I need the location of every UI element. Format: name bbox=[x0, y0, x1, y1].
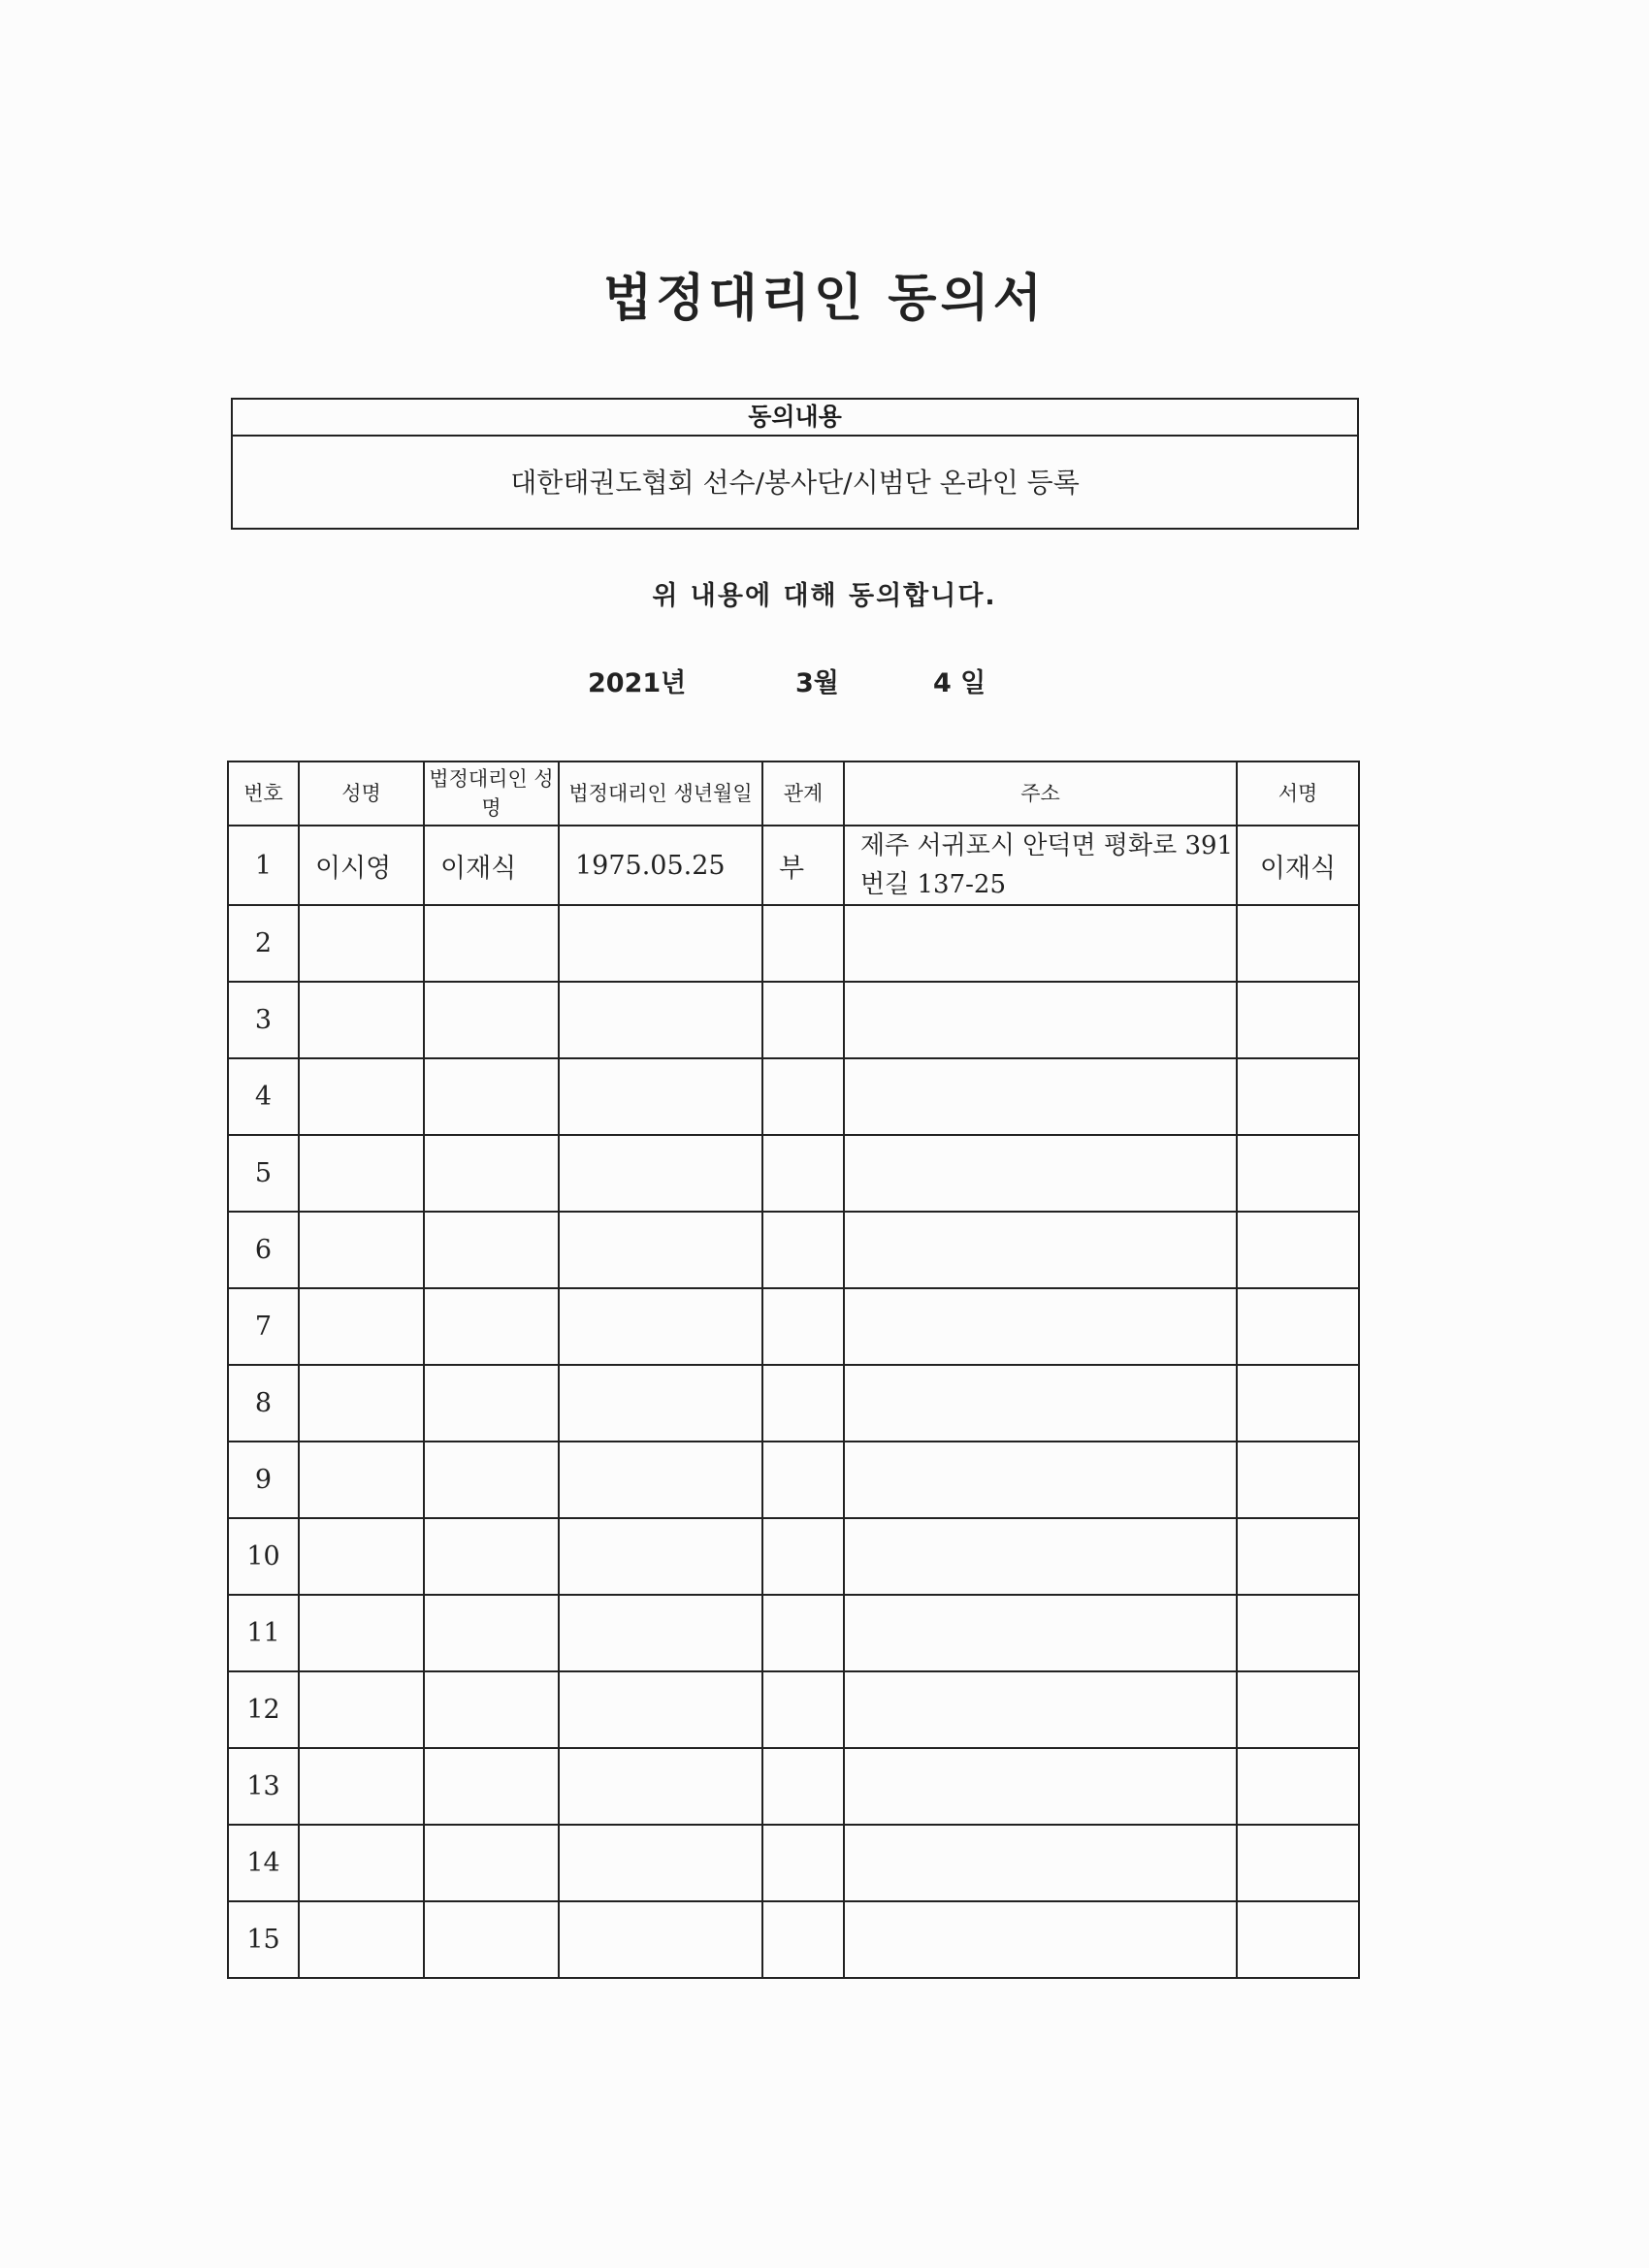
cell-number: 13 bbox=[228, 1748, 299, 1825]
table-row bbox=[228, 1518, 1359, 1595]
cell-guardian-name bbox=[424, 1518, 559, 1595]
cell-guardian-birth bbox=[559, 1135, 762, 1212]
date-month: 3월 bbox=[795, 668, 839, 698]
cell-address bbox=[844, 1365, 1237, 1442]
cell-guardian-birth bbox=[559, 1901, 762, 1978]
table-row bbox=[228, 905, 1359, 982]
header-address: 주소 bbox=[844, 761, 1237, 826]
cell-relation bbox=[762, 1365, 844, 1442]
cell-guardian-birth bbox=[559, 1518, 762, 1595]
cell-signature bbox=[1237, 1518, 1359, 1595]
cell-number: 2 bbox=[228, 905, 299, 982]
cell-address bbox=[844, 1671, 1237, 1748]
cell-relation bbox=[762, 1748, 844, 1825]
cell-number: 10 bbox=[228, 1518, 299, 1595]
table-row bbox=[228, 1442, 1359, 1518]
cell-name bbox=[299, 1748, 424, 1825]
cell-guardian-name bbox=[424, 982, 559, 1058]
cell-relation bbox=[762, 1212, 844, 1288]
cell-number: 3 bbox=[228, 982, 299, 1058]
cell-address bbox=[844, 1595, 1237, 1671]
cell-number: 6 bbox=[228, 1212, 299, 1288]
table-row bbox=[228, 982, 1359, 1058]
cell-name bbox=[299, 1288, 424, 1365]
cell-guardian-name bbox=[424, 1365, 559, 1442]
cell-guardian-birth bbox=[559, 1671, 762, 1748]
cell-guardian-name bbox=[424, 1058, 559, 1135]
agreement-statement: 위 내용에 대해 동의합니다. bbox=[652, 581, 997, 611]
cell-signature bbox=[1237, 1365, 1359, 1442]
cell-relation bbox=[762, 1671, 844, 1748]
cell-guardian-name bbox=[424, 1748, 559, 1825]
table-row bbox=[228, 1901, 1359, 1978]
cell-number: 4 bbox=[228, 1058, 299, 1135]
header-name: 성명 bbox=[299, 761, 424, 826]
cell-signature bbox=[1237, 1442, 1359, 1518]
date-day: 4 일 bbox=[933, 668, 986, 698]
cell-signature bbox=[1237, 1825, 1359, 1901]
cell-guardian-name: 이재식 bbox=[424, 826, 559, 905]
cell-guardian-birth bbox=[559, 1365, 762, 1442]
cell-number: 5 bbox=[228, 1135, 299, 1212]
cell-guardian-birth bbox=[559, 1748, 762, 1825]
cell-guardian-name bbox=[424, 905, 559, 982]
table-row bbox=[228, 1212, 1359, 1288]
cell-address bbox=[844, 982, 1237, 1058]
cell-address bbox=[844, 1288, 1237, 1365]
cell-number: 14 bbox=[228, 1825, 299, 1901]
cell-guardian-name bbox=[424, 1825, 559, 1901]
header-guardian-birth: 법정대리인 생년월일 bbox=[559, 761, 762, 826]
guardian-roster-table bbox=[227, 761, 1360, 1979]
table-header-row bbox=[228, 761, 1359, 826]
cell-address bbox=[844, 1901, 1237, 1978]
cell-name bbox=[299, 1901, 424, 1978]
cell-guardian-name bbox=[424, 1288, 559, 1365]
cell-address bbox=[844, 905, 1237, 982]
cell-number: 8 bbox=[228, 1365, 299, 1442]
cell-guardian-birth: 1975.05.25 bbox=[559, 826, 762, 905]
consent-text: 대한태권도협회 선수/봉사단/시범단 온라인 등록 bbox=[510, 467, 1080, 499]
cell-address bbox=[844, 1212, 1237, 1288]
consent-box bbox=[231, 398, 1359, 530]
cell-name bbox=[299, 1518, 424, 1595]
cell-guardian-birth bbox=[559, 1825, 762, 1901]
cell-number: 12 bbox=[228, 1671, 299, 1748]
cell-signature bbox=[1237, 1595, 1359, 1671]
cell-name bbox=[299, 1212, 424, 1288]
header-guardian-name: 법정대리인 성명 bbox=[424, 761, 559, 826]
cell-guardian-birth bbox=[559, 1288, 762, 1365]
cell-number: 9 bbox=[228, 1442, 299, 1518]
cell-name bbox=[299, 1825, 424, 1901]
cell-number: 15 bbox=[228, 1901, 299, 1978]
cell-guardian-name bbox=[424, 1212, 559, 1288]
table-row bbox=[228, 1365, 1359, 1442]
cell-guardian-name bbox=[424, 1442, 559, 1518]
cell-name bbox=[299, 1135, 424, 1212]
cell-name bbox=[299, 1058, 424, 1135]
cell-signature bbox=[1237, 1288, 1359, 1365]
table-row bbox=[228, 1671, 1359, 1748]
document-title: 법정대리인 동의서 bbox=[603, 269, 1046, 328]
cell-relation: 부 bbox=[762, 826, 844, 905]
table-row bbox=[228, 1058, 1359, 1135]
cell-guardian-birth bbox=[559, 905, 762, 982]
cell-relation bbox=[762, 1442, 844, 1518]
cell-number: 1 bbox=[228, 826, 299, 905]
cell-signature bbox=[1237, 1748, 1359, 1825]
cell-signature bbox=[1237, 1135, 1359, 1212]
cell-relation bbox=[762, 1825, 844, 1901]
table-row bbox=[228, 1288, 1359, 1365]
header-relation: 관계 bbox=[762, 761, 844, 826]
cell-address bbox=[844, 1058, 1237, 1135]
cell-address bbox=[844, 1518, 1237, 1595]
cell-name bbox=[299, 982, 424, 1058]
cell-guardian-name bbox=[424, 1901, 559, 1978]
cell-guardian-birth bbox=[559, 1442, 762, 1518]
cell-relation bbox=[762, 1135, 844, 1212]
cell-guardian-birth bbox=[559, 1212, 762, 1288]
cell-relation bbox=[762, 1288, 844, 1365]
cell-signature bbox=[1237, 905, 1359, 982]
table-row bbox=[228, 1595, 1359, 1671]
cell-signature bbox=[1237, 1901, 1359, 1978]
cell-name bbox=[299, 1595, 424, 1671]
cell-name bbox=[299, 1442, 424, 1518]
cell-guardian-birth bbox=[559, 1058, 762, 1135]
table-body bbox=[228, 826, 1359, 1978]
table-row bbox=[228, 1748, 1359, 1825]
header-signature: 서명 bbox=[1237, 761, 1359, 826]
cell-number: 11 bbox=[228, 1595, 299, 1671]
cell-guardian-birth bbox=[559, 982, 762, 1058]
cell-relation bbox=[762, 1901, 844, 1978]
cell-guardian-name bbox=[424, 1135, 559, 1212]
table-row bbox=[228, 1825, 1359, 1901]
cell-signature bbox=[1237, 1671, 1359, 1748]
cell-signature: 이재식 bbox=[1237, 826, 1359, 905]
cell-number: 7 bbox=[228, 1288, 299, 1365]
cell-relation bbox=[762, 1518, 844, 1595]
cell-name bbox=[299, 1365, 424, 1442]
cell-guardian-birth bbox=[559, 1595, 762, 1671]
header-number: 번호 bbox=[228, 761, 299, 826]
cell-guardian-name bbox=[424, 1671, 559, 1748]
cell-signature bbox=[1237, 1212, 1359, 1288]
cell-name: 이시영 bbox=[299, 826, 424, 905]
cell-signature bbox=[1237, 982, 1359, 1058]
cell-address bbox=[844, 1825, 1237, 1901]
cell-guardian-name bbox=[424, 1595, 559, 1671]
cell-name bbox=[299, 905, 424, 982]
cell-relation bbox=[762, 1058, 844, 1135]
cell-signature bbox=[1237, 1058, 1359, 1135]
cell-address bbox=[844, 1748, 1237, 1825]
cell-relation bbox=[762, 982, 844, 1058]
table-row bbox=[228, 1135, 1359, 1212]
cell-address bbox=[844, 1442, 1237, 1518]
table-row bbox=[228, 826, 1359, 905]
cell-address: 제주 서귀포시 안덕면 평화로 391번길 137-25 bbox=[844, 826, 1237, 905]
date-year: 2021년 bbox=[588, 668, 687, 698]
cell-relation bbox=[762, 905, 844, 982]
cell-address bbox=[844, 1135, 1237, 1212]
cell-relation bbox=[762, 1595, 844, 1671]
consent-header: 동의내용 bbox=[233, 400, 1357, 437]
cell-name bbox=[299, 1671, 424, 1748]
